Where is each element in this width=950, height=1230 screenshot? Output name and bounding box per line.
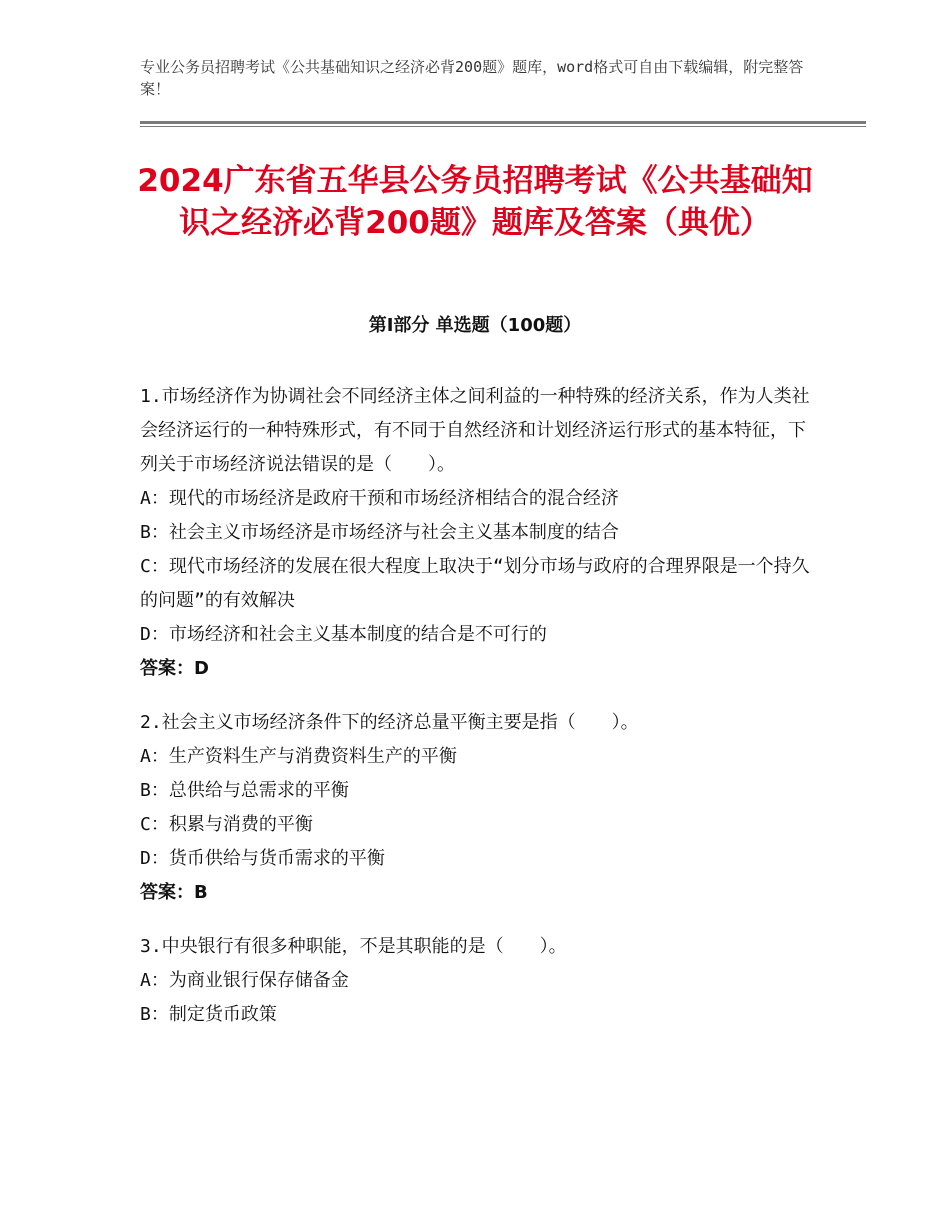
option-d: D：市场经济和社会主义基本制度的结合是不可行的: [140, 624, 547, 645]
header-divider-thin: [140, 126, 866, 127]
option-a: A：为商业银行保存储备金: [140, 970, 349, 991]
answer: 答案：D: [140, 658, 209, 679]
option-a: A：现代的市场经济是政府干预和市场经济相结合的混合经济: [140, 488, 619, 509]
question-list: [140, 380, 815, 1052]
option-d: D：货币供给与货币需求的平衡: [140, 848, 385, 869]
option-c: C：现代市场经济的发展在很大程度上取决于“划分市场与政府的合理界限是一个持久的问题”的有效解决: [140, 556, 810, 611]
option-b: B：制定货币政策: [140, 1004, 277, 1025]
question-stem: 3.中央银行有很多种职能，不是其职能的是（ ）。: [140, 936, 567, 957]
header-note: 专业公务员招聘考试《公共基础知识之经济必背200题》题库，word格式可自由下载编辑，附完整答案！: [140, 58, 804, 98]
question-2: [140, 706, 815, 910]
option-b: B：社会主义市场经济是市场经济与社会主义基本制度的结合: [140, 522, 619, 543]
option-c: C：积累与消费的平衡: [140, 814, 313, 835]
header-divider-thick: [140, 121, 866, 124]
option-a: A：生产资料生产与消费资料生产的平衡: [140, 746, 457, 767]
option-b: B：总供给与总需求的平衡: [140, 780, 349, 801]
question-stem: 2.社会主义市场经济条件下的经济总量平衡主要是指（ ）。: [140, 712, 639, 733]
question-stem: 1.市场经济作为协调社会不同经济主体之间利益的一种特殊的经济关系，作为人类社会经济运行的一种特殊形式，有不同于自然经济和计划经济运行形式的基本特征，下列关于市场经济说法错误的是（ ）。: [140, 386, 810, 475]
question-3: [140, 930, 815, 1032]
section-heading: 第Ⅰ部分 单选题（100题）: [368, 315, 582, 336]
document-title: 2024广东省五华县公务员招聘考试《公共基础知识之经济必背200题》题库及答案（典优）: [137, 163, 813, 241]
question-1: [140, 380, 815, 686]
answer: 答案：B: [140, 882, 208, 903]
